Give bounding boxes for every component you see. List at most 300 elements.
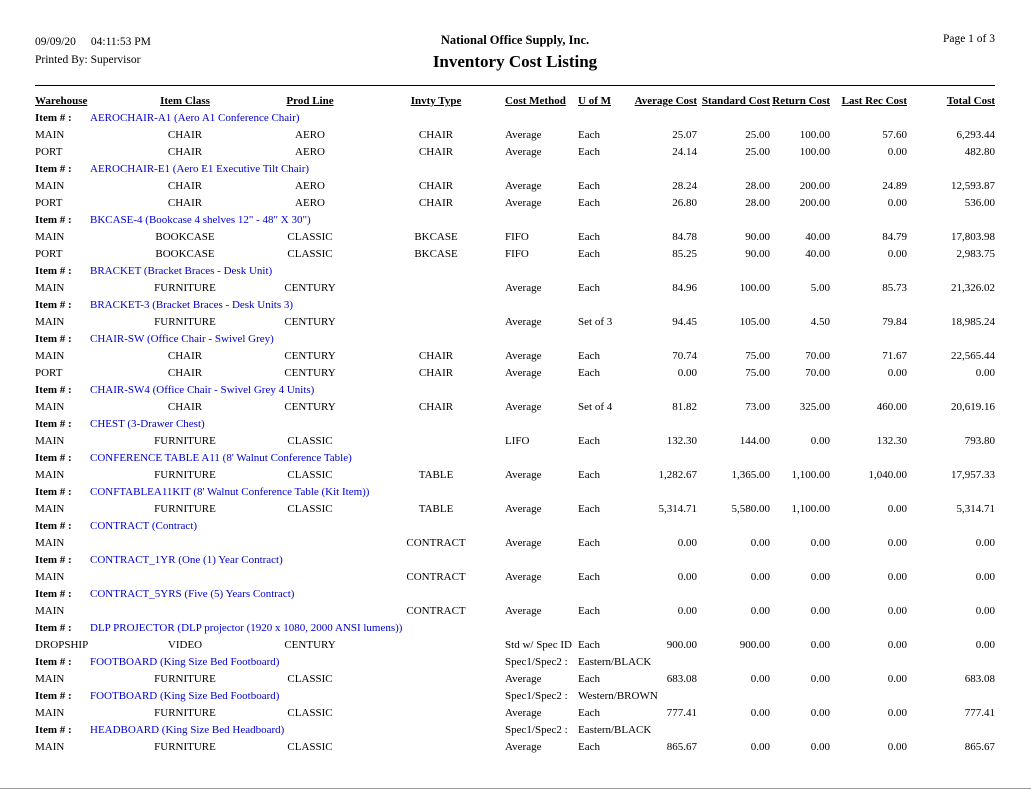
item-class-cell: CHAIR: [167, 400, 203, 413]
warehouse-cell: MAIN: [35, 740, 65, 753]
invty-type-cell: [375, 313, 497, 330]
warehouse-cell: MAIN: [35, 502, 65, 515]
invty-type-cell: TABLE: [418, 468, 454, 481]
warehouse-cell: MAIN: [35, 315, 65, 328]
item-class-cell: VIDEO: [167, 638, 203, 651]
last-rec-cost-cell: 0.00: [887, 672, 908, 685]
item-class-cell: CHAIR: [167, 196, 203, 209]
last-rec-cost-cell: 24.89: [882, 179, 908, 192]
cost-method-cell: Average: [505, 706, 542, 719]
uofm-cell: Set of 3: [578, 315, 613, 328]
last-rec-cost-cell: 0.00: [887, 740, 908, 753]
item-group-row: [35, 211, 995, 228]
prod-line-cell: CENTURY: [284, 349, 336, 362]
item-number-label: Item # :: [35, 553, 72, 566]
last-rec-cost-cell: 0.00: [887, 145, 908, 158]
warehouse-data-row: [35, 670, 995, 687]
uofm-cell: Each: [578, 536, 600, 549]
total-cost-cell: 482.80: [964, 145, 996, 158]
item-group-row: [35, 160, 995, 177]
company-name: National Office Supply, Inc.: [440, 33, 590, 47]
average-cost-cell: 1,282.67: [658, 468, 698, 481]
invty-type-cell: CHAIR: [418, 145, 454, 158]
uofm-cell: Each: [578, 179, 600, 192]
spec-label: Spec1/Spec2 :: [505, 689, 568, 702]
warehouse-cell: MAIN: [35, 349, 65, 362]
prod-line-cell: CLASSIC: [287, 502, 333, 515]
report-title: Inventory Cost Listing: [432, 52, 598, 71]
item-link[interactable]: CHAIR-SW (Office Chair - Swivel Grey): [90, 332, 274, 345]
warehouse-data-row: [35, 568, 995, 585]
return-cost-cell: 0.00: [810, 536, 831, 549]
standard-cost-cell: 90.00: [745, 247, 771, 260]
warehouse-data-row: [35, 602, 995, 619]
return-cost-cell: 100.00: [799, 128, 831, 141]
item-number-label: Item # :: [35, 689, 72, 702]
return-cost-cell: 200.00: [799, 196, 831, 209]
invty-type-cell: [375, 636, 497, 653]
total-cost-cell: 17,957.33: [951, 468, 996, 481]
invty-type-cell: [375, 432, 497, 449]
prod-line-cell: CENTURY: [284, 366, 336, 379]
spec-value: Eastern/BLACK: [578, 723, 652, 736]
last-rec-cost-cell: 0.00: [887, 638, 908, 651]
uofm-cell: Each: [578, 281, 600, 294]
warehouse-cell: MAIN: [35, 536, 65, 549]
printed-by-label: Printed By:: [35, 54, 88, 67]
item-class-cell: FURNITURE: [154, 315, 216, 328]
return-cost-cell: 325.00: [799, 400, 831, 413]
item-group-row: [35, 483, 995, 500]
item-link[interactable]: BRACKET-3 (Bracket Braces - Desk Units 3): [90, 298, 294, 311]
return-cost-cell: 0.00: [810, 638, 831, 651]
item-group-row: [35, 330, 995, 347]
warehouse-data-row: [35, 126, 995, 143]
standard-cost-cell: 144.00: [739, 434, 771, 447]
warehouse-cell: PORT: [35, 247, 63, 260]
cost-method-cell: LIFO: [505, 434, 530, 447]
last-rec-cost-cell: 0.00: [887, 536, 908, 549]
last-rec-cost-cell: 84.79: [882, 230, 908, 243]
last-rec-cost-cell: 0.00: [887, 706, 908, 719]
item-class-cell: FURNITURE: [154, 281, 216, 294]
uofm-cell: Each: [578, 672, 600, 685]
average-cost-cell: 24.14: [672, 145, 698, 158]
return-cost-cell: 0.00: [810, 434, 831, 447]
item-link[interactable]: CONTRACT_5YRS (Five (5) Years Contract): [90, 587, 295, 600]
average-cost-cell: 81.82: [672, 400, 698, 413]
total-cost-cell: 18,985.24: [951, 315, 996, 328]
warehouse-data-row: [35, 245, 995, 262]
return-cost-cell: 0.00: [810, 570, 831, 583]
item-link[interactable]: BRACKET (Bracket Braces - Desk Unit): [90, 264, 273, 277]
item-link[interactable]: FOOTBOARD (King Size Bed Footboard): [90, 655, 280, 668]
average-cost-cell: 0.00: [677, 536, 698, 549]
standard-cost-cell: 28.00: [745, 179, 771, 192]
return-cost-cell: 200.00: [799, 179, 831, 192]
cost-method-cell: Average: [505, 570, 542, 583]
warehouse-cell: PORT: [35, 196, 63, 209]
prod-line-cell: CLASSIC: [287, 740, 333, 753]
uofm-cell: Each: [578, 128, 600, 141]
warehouse-data-row: [35, 534, 995, 551]
total-cost-cell: 0.00: [975, 638, 996, 651]
return-cost-cell: 0.00: [810, 706, 831, 719]
standard-cost-cell: 0.00: [750, 740, 771, 753]
last-rec-cost-cell: 0.00: [887, 502, 908, 515]
item-link[interactable]: HEADBOARD (King Size Bed Headboard): [90, 723, 285, 736]
item-link[interactable]: CONFERENCE TABLE A11 (8' Walnut Conference Table): [90, 451, 352, 464]
prod-line-cell: CENTURY: [284, 315, 336, 328]
warehouse-data-row: [35, 364, 995, 381]
col-header-invty-type: Invty Type: [410, 95, 462, 107]
item-class-cell: FURNITURE: [154, 740, 216, 753]
last-rec-cost-cell: 0.00: [887, 570, 908, 583]
warehouse-data-row: [35, 347, 995, 364]
average-cost-cell: 132.30: [666, 434, 698, 447]
item-link[interactable]: CHAIR-SW4 (Office Chair - Swivel Grey 4 Units): [90, 383, 315, 396]
cost-method-cell: Average: [505, 672, 542, 685]
total-cost-cell: 0.00: [975, 366, 996, 379]
table-header-row: [35, 89, 995, 109]
average-cost-cell: 683.08: [666, 672, 698, 685]
invty-type-cell: CHAIR: [418, 128, 454, 141]
item-group-row: [35, 721, 995, 738]
standard-cost-cell: 0.00: [750, 536, 771, 549]
cost-method-cell: Average: [505, 366, 542, 379]
warehouse-data-row: [35, 194, 995, 211]
last-rec-cost-cell: 0.00: [887, 247, 908, 260]
last-rec-cost-cell: 57.60: [882, 128, 908, 141]
item-link[interactable]: DLP PROJECTOR (DLP projector (1920 x 1080, 2000 ANSI lumens)): [90, 621, 403, 634]
item-class-cell: BOOKCASE: [155, 247, 215, 260]
cost-method-cell: FIFO: [505, 230, 529, 243]
col-header-warehouse: Warehouse: [35, 95, 88, 107]
warehouse-data-row: [35, 500, 995, 517]
item-class-cell: FURNITURE: [154, 502, 216, 515]
item-group-row: [35, 296, 995, 313]
col-header-item-class: Item Class: [160, 95, 210, 107]
item-class-cell: [125, 534, 245, 551]
average-cost-cell: 25.07: [672, 128, 698, 141]
total-cost-cell: 793.80: [964, 434, 996, 447]
average-cost-cell: 5,314.71: [658, 502, 698, 515]
uofm-cell: Each: [578, 349, 600, 362]
warehouse-cell: MAIN: [35, 570, 65, 583]
total-cost-cell: 21,326.02: [951, 281, 996, 294]
total-cost-cell: 683.08: [964, 672, 996, 685]
item-group-row: [35, 653, 995, 670]
standard-cost-cell: 75.00: [745, 349, 771, 362]
item-link[interactable]: CHEST (3-Drawer Chest): [90, 417, 205, 430]
cost-method-cell: Average: [505, 145, 542, 158]
uofm-cell: Each: [578, 247, 600, 260]
col-header-uofm: U of M: [578, 95, 612, 107]
average-cost-cell: 85.25: [672, 247, 698, 260]
item-number-label: Item # :: [35, 621, 72, 634]
item-number-label: Item # :: [35, 655, 72, 668]
item-number-label: Item # :: [35, 298, 72, 311]
invty-type-cell: CHAIR: [418, 400, 454, 413]
invty-type-cell: [375, 738, 497, 755]
uofm-cell: Each: [578, 638, 600, 651]
cost-method-cell: Average: [505, 604, 542, 617]
item-class-cell: CHAIR: [167, 145, 203, 158]
return-cost-cell: 0.00: [810, 740, 831, 753]
average-cost-cell: 0.00: [677, 570, 698, 583]
uofm-cell: Each: [578, 434, 600, 447]
last-rec-cost-cell: 85.73: [882, 281, 908, 294]
prod-line-cell: CLASSIC: [287, 706, 333, 719]
report-time: 04:11:53 PM: [90, 36, 151, 48]
cost-method-cell: Average: [505, 179, 542, 192]
item-link[interactable]: AEROCHAIR-A1 (Aero A1 Conference Chair): [90, 111, 300, 124]
header-rule: [35, 85, 995, 86]
item-number-label: Item # :: [35, 383, 72, 396]
last-rec-cost-cell: 0.00: [887, 604, 908, 617]
report-table-body: [35, 109, 995, 755]
warehouse-cell: MAIN: [35, 604, 65, 617]
item-class-cell: CHAIR: [167, 179, 203, 192]
cost-method-cell: Std w/ Spec ID: [505, 638, 572, 651]
item-group-row: [35, 109, 995, 126]
standard-cost-cell: 25.00: [745, 128, 771, 141]
warehouse-cell: MAIN: [35, 230, 65, 243]
uofm-cell: Each: [578, 145, 600, 158]
item-class-cell: [125, 602, 245, 619]
average-cost-cell: 0.00: [677, 366, 698, 379]
prod-line-cell: [245, 568, 375, 585]
spec-value: Eastern/BLACK: [578, 655, 652, 668]
report-date: 09/09/20: [35, 36, 76, 48]
warehouse-data-row: [35, 738, 995, 755]
return-cost-cell: 0.00: [810, 604, 831, 617]
col-header-cost-method: Cost Method: [505, 95, 566, 107]
prod-line-cell: CLASSIC: [287, 672, 333, 685]
prod-line-cell: [245, 602, 375, 619]
warehouse-data-row: [35, 432, 995, 449]
cost-method-cell: Average: [505, 128, 542, 141]
page-number: Page 1 of 3: [942, 33, 995, 45]
average-cost-cell: 28.24: [672, 179, 698, 192]
invty-type-cell: [375, 279, 497, 296]
printed-by-value: Supervisor: [90, 54, 141, 67]
inventory-cost-table: [35, 89, 995, 755]
cost-method-cell: Average: [505, 502, 542, 515]
item-link[interactable]: CONFTABLEA11KIT (8' Walnut Conference Table (Kit Item)): [90, 485, 370, 498]
item-number-label: Item # :: [35, 723, 72, 736]
invty-type-cell: BKCASE: [414, 247, 458, 260]
prod-line-cell: CLASSIC: [287, 434, 333, 447]
average-cost-cell: 0.00: [677, 604, 698, 617]
prod-line-cell: CLASSIC: [287, 468, 333, 481]
average-cost-cell: 777.41: [666, 706, 698, 719]
last-rec-cost-cell: 1,040.00: [868, 468, 908, 481]
standard-cost-cell: 5,580.00: [731, 502, 771, 515]
cost-method-cell: Average: [505, 349, 542, 362]
prod-line-cell: CENTURY: [284, 638, 336, 651]
col-header-prod-line: Prod Line: [286, 95, 334, 107]
average-cost-cell: 70.74: [672, 349, 698, 362]
standard-cost-cell: 100.00: [739, 281, 771, 294]
uofm-cell: Each: [578, 196, 600, 209]
last-rec-cost-cell: 0.00: [887, 366, 908, 379]
warehouse-cell: PORT: [35, 366, 63, 379]
cost-method-cell: Average: [505, 315, 542, 328]
invty-type-cell: CONTRACT: [406, 536, 466, 549]
item-number-label: Item # :: [35, 587, 72, 600]
total-cost-cell: 0.00: [975, 570, 996, 583]
spec-value: Western/BROWN: [578, 689, 658, 702]
item-class-cell: CHAIR: [167, 128, 203, 141]
item-group-row: [35, 449, 995, 466]
item-number-label: Item # :: [35, 332, 72, 345]
warehouse-data-row: [35, 398, 995, 415]
return-cost-cell: 40.00: [805, 230, 831, 243]
report-header-center: [285, 33, 745, 72]
printed-by: [35, 51, 285, 69]
cost-method-cell: Average: [505, 281, 542, 294]
warehouse-data-row: [35, 177, 995, 194]
warehouse-cell: MAIN: [35, 128, 65, 141]
return-cost-cell: 1,100.00: [791, 468, 831, 481]
standard-cost-cell: 90.00: [745, 230, 771, 243]
total-cost-cell: 5,314.71: [956, 502, 996, 515]
standard-cost-cell: 0.00: [750, 672, 771, 685]
total-cost-cell: 20,619.16: [951, 400, 996, 413]
cost-method-cell: Average: [505, 740, 542, 753]
item-link[interactable]: CONTRACT_1YR (One (1) Year Contract): [90, 553, 283, 566]
warehouse-data-row: [35, 313, 995, 330]
return-cost-cell: 5.00: [810, 281, 831, 294]
item-class-cell: FURNITURE: [154, 468, 216, 481]
item-group-row: [35, 415, 995, 432]
uofm-cell: Each: [578, 468, 600, 481]
total-cost-cell: 536.00: [964, 196, 996, 209]
item-class-cell: FURNITURE: [154, 672, 216, 685]
item-group-row: [35, 381, 995, 398]
standard-cost-cell: 105.00: [739, 315, 771, 328]
last-rec-cost-cell: 460.00: [876, 400, 908, 413]
item-link[interactable]: FOOTBOARD (King Size Bed Footboard): [90, 689, 280, 702]
uofm-cell: Each: [578, 570, 600, 583]
item-group-row: [35, 517, 995, 534]
item-number-label: Item # :: [35, 162, 72, 175]
item-number-label: Item # :: [35, 264, 72, 277]
standard-cost-cell: 25.00: [745, 145, 771, 158]
warehouse-cell: MAIN: [35, 434, 65, 447]
invty-type-cell: CHAIR: [418, 179, 454, 192]
col-header-standard-cost: Standard Cost: [701, 95, 771, 107]
cost-method-cell: Average: [505, 468, 542, 481]
cost-method-cell: Average: [505, 536, 542, 549]
return-cost-cell: 70.00: [805, 366, 831, 379]
warehouse-cell: MAIN: [35, 281, 65, 294]
item-group-row: [35, 687, 995, 704]
invty-type-cell: CONTRACT: [406, 604, 466, 617]
warehouse-data-row: [35, 228, 995, 245]
item-number-label: Item # :: [35, 213, 72, 226]
invty-type-cell: [375, 704, 497, 721]
report-header: [35, 33, 995, 72]
total-cost-cell: 17,803.98: [951, 230, 996, 243]
prod-line-cell: CLASSIC: [287, 247, 333, 260]
standard-cost-cell: 0.00: [750, 706, 771, 719]
prod-line-cell: CLASSIC: [287, 230, 333, 243]
item-group-row: [35, 262, 995, 279]
total-cost-cell: 0.00: [975, 604, 996, 617]
warehouse-data-row: [35, 143, 995, 160]
col-header-total-cost: Total Cost: [946, 95, 996, 107]
uofm-cell: Each: [578, 366, 600, 379]
last-rec-cost-cell: 79.84: [882, 315, 908, 328]
item-number-label: Item # :: [35, 519, 72, 532]
warehouse-cell: MAIN: [35, 400, 65, 413]
item-class-cell: [125, 568, 245, 585]
item-link[interactable]: CONTRACT (Contract): [90, 519, 198, 532]
uofm-cell: Set of 4: [578, 400, 613, 413]
invty-type-cell: CHAIR: [418, 366, 454, 379]
warehouse-cell: MAIN: [35, 179, 65, 192]
standard-cost-cell: 900.00: [739, 638, 771, 651]
item-group-row: [35, 619, 995, 636]
invty-type-cell: BKCASE: [414, 230, 458, 243]
prod-line-cell: CENTURY: [284, 281, 336, 294]
last-rec-cost-cell: 0.00: [887, 196, 908, 209]
prod-line-cell: [245, 534, 375, 551]
standard-cost-cell: 75.00: [745, 366, 771, 379]
warehouse-cell: DROPSHIP: [35, 638, 89, 651]
last-rec-cost-cell: 132.30: [876, 434, 908, 447]
col-header-last-rec-cost: Last Rec Cost: [841, 95, 908, 107]
item-class-cell: CHAIR: [167, 349, 203, 362]
last-rec-cost-cell: 71.67: [882, 349, 908, 362]
return-cost-cell: 4.50: [810, 315, 831, 328]
standard-cost-cell: 1,365.00: [731, 468, 771, 481]
cost-method-cell: Average: [505, 400, 542, 413]
invty-type-cell: CHAIR: [418, 196, 454, 209]
total-cost-cell: 777.41: [964, 706, 996, 719]
spec-label: Spec1/Spec2 :: [505, 655, 568, 668]
standard-cost-cell: 0.00: [750, 604, 771, 617]
total-cost-cell: 865.67: [964, 740, 996, 753]
item-link[interactable]: BKCASE-4 (Bookcase 4 shelves 12" - 48" X 30"): [90, 213, 311, 226]
item-class-cell: CHAIR: [167, 366, 203, 379]
warehouse-data-row: [35, 636, 995, 653]
cost-method-cell: Average: [505, 196, 542, 209]
item-number-label: Item # :: [35, 485, 72, 498]
prod-line-cell: AERO: [295, 128, 325, 141]
item-number-label: Item # :: [35, 111, 72, 124]
item-link[interactable]: AEROCHAIR-E1 (Aero E1 Executive Tilt Chair): [90, 162, 310, 175]
warehouse-cell: MAIN: [35, 706, 65, 719]
total-cost-cell: 22,565.44: [951, 349, 996, 362]
uofm-cell: Each: [578, 502, 600, 515]
total-cost-cell: 6,293.44: [956, 128, 996, 141]
standard-cost-cell: 0.00: [750, 570, 771, 583]
total-cost-cell: 2,983.75: [956, 247, 996, 260]
average-cost-cell: 84.78: [672, 230, 698, 243]
item-class-cell: BOOKCASE: [155, 230, 215, 243]
invty-type-cell: CONTRACT: [406, 570, 466, 583]
warehouse-data-row: [35, 279, 995, 296]
return-cost-cell: 1,100.00: [791, 502, 831, 515]
total-cost-cell: 12,593.87: [951, 179, 996, 192]
col-header-return-cost: Return Cost: [772, 95, 831, 107]
warehouse-data-row: [35, 466, 995, 483]
uofm-cell: Each: [578, 740, 600, 753]
report-datetime: [35, 33, 285, 51]
